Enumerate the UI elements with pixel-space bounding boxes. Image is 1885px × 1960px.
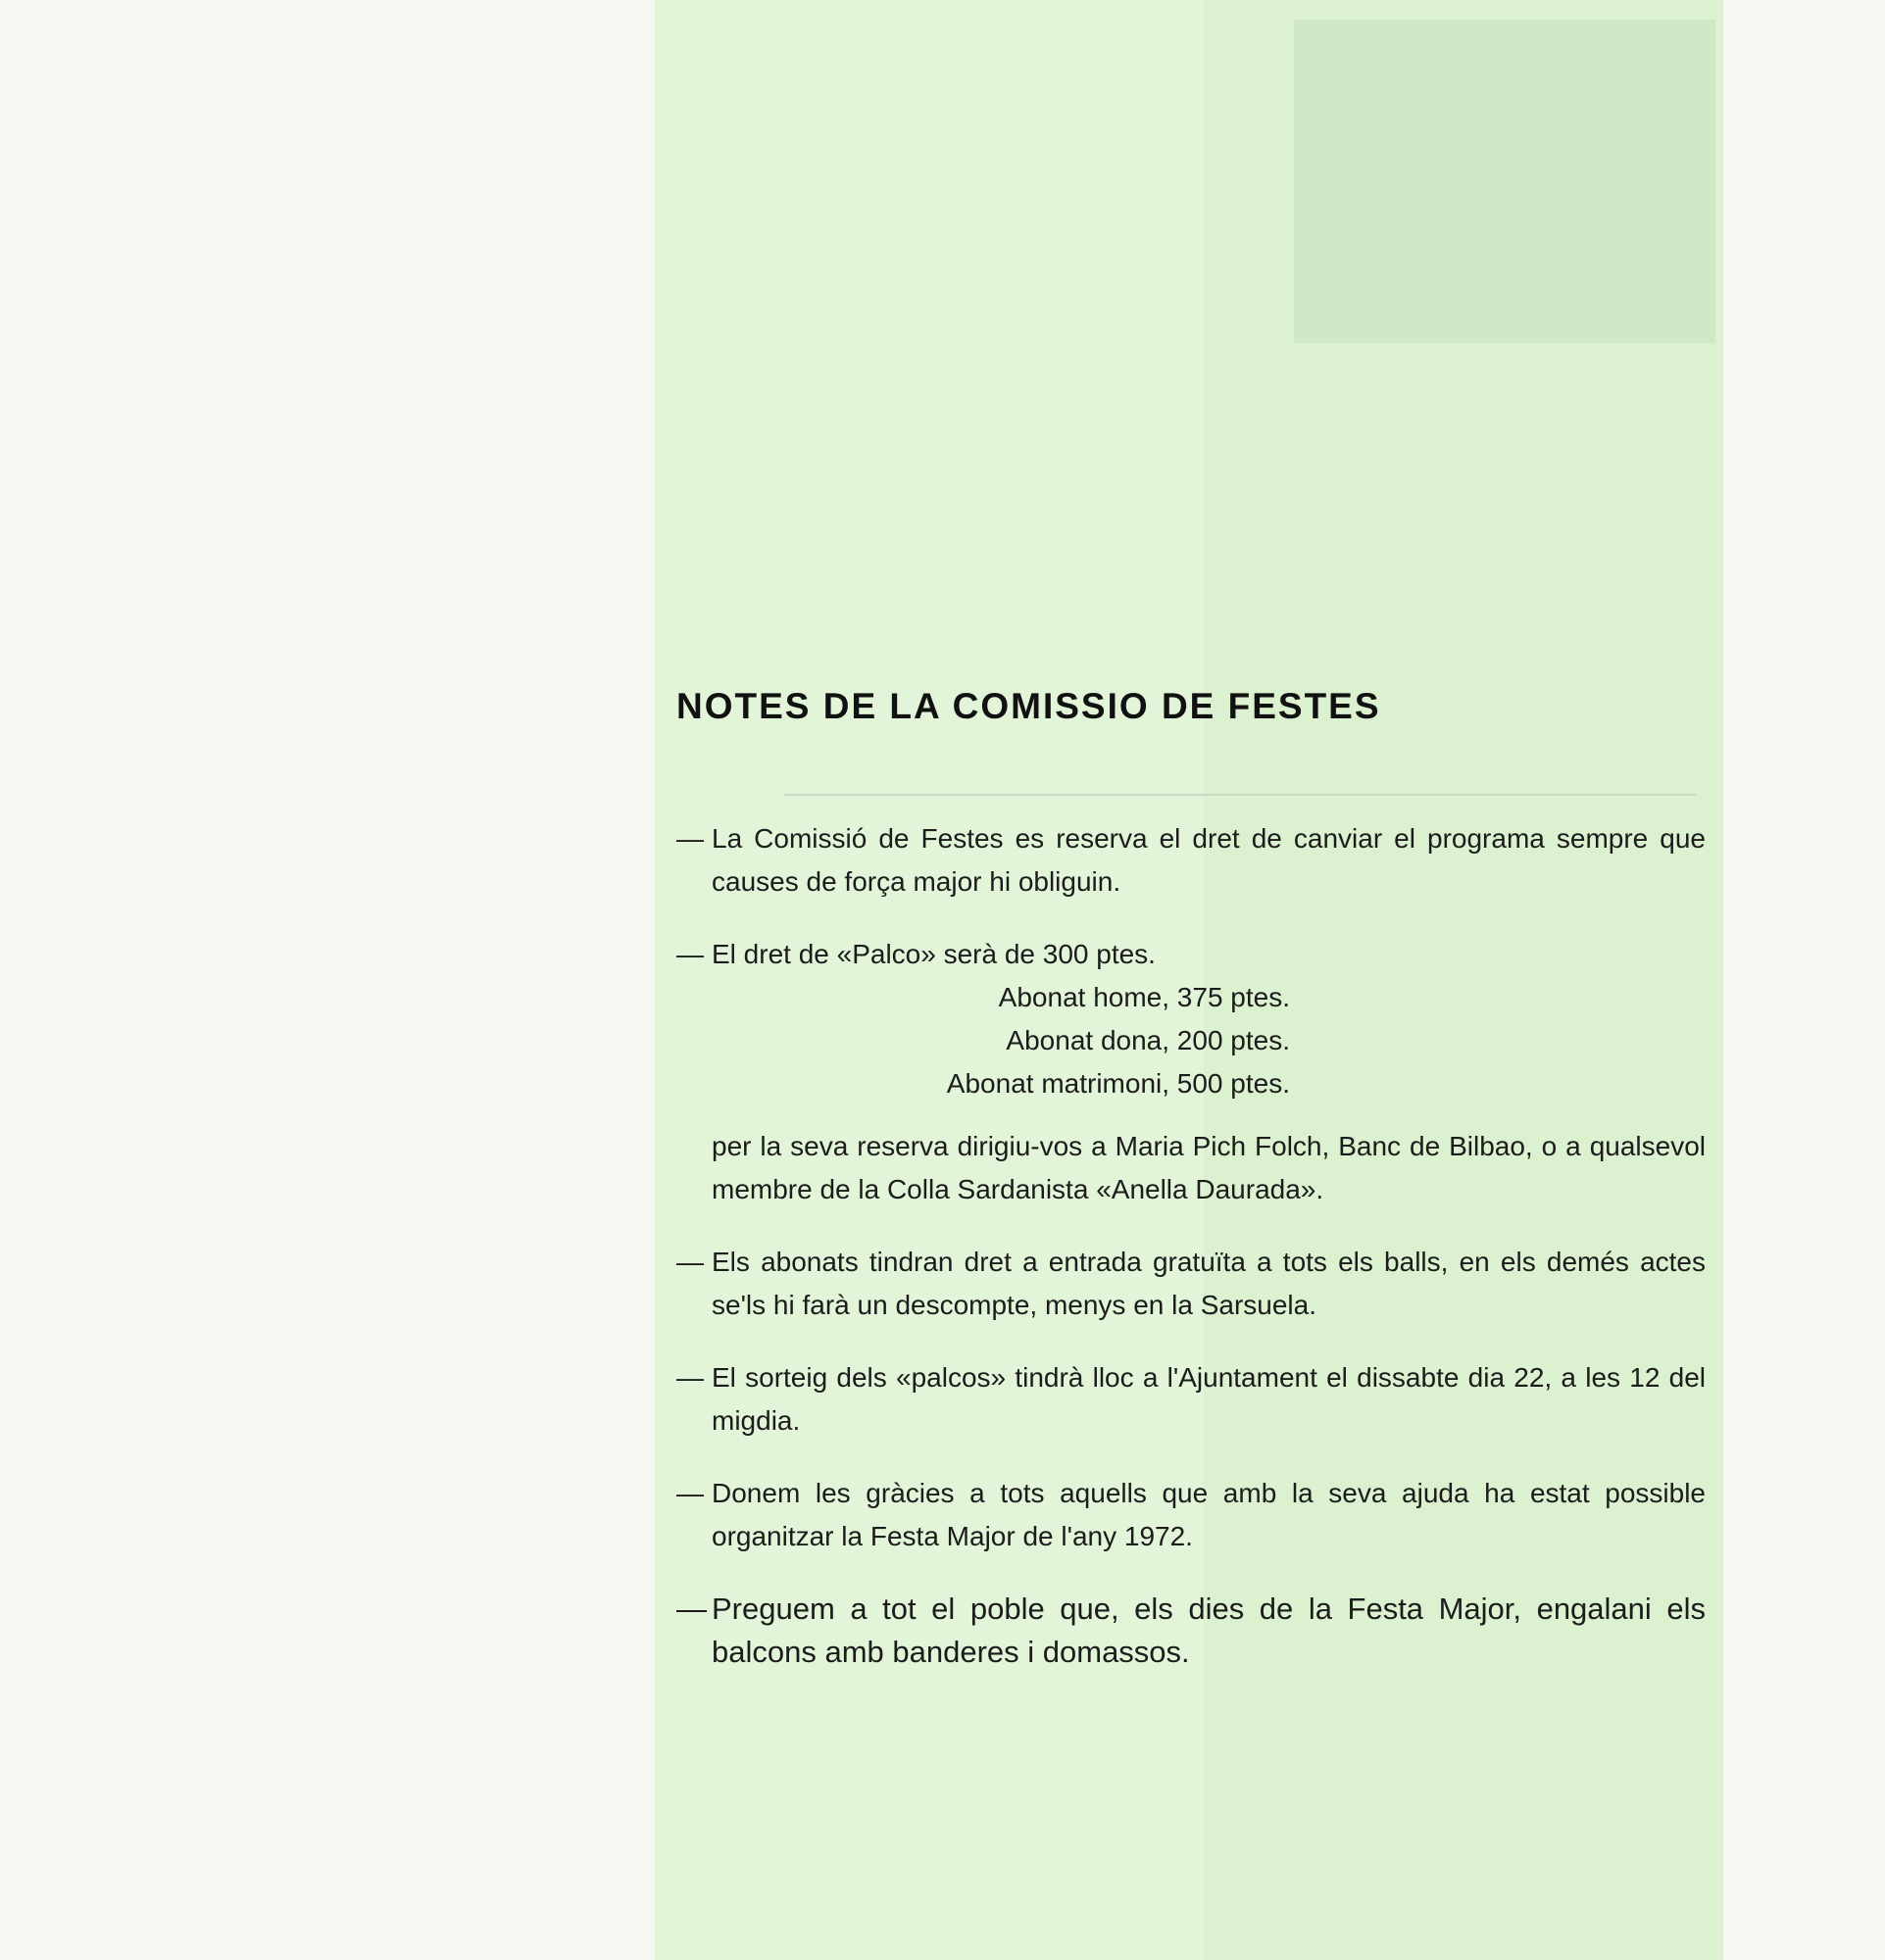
note-text: Preguem a tot el poble que, els dies de la Festa Major, engalani els balcons amb banderes i domassos. — [712, 1592, 1706, 1669]
note-dash: — — [676, 1592, 707, 1626]
price-home: Abonat home, 375 ptes. — [998, 982, 1290, 1012]
note-text: La Comissió de Festes es reserva el dret de canviar el programa sempre que causes de força major hi obliguin. — [712, 823, 1706, 897]
note-item — [676, 1472, 1706, 1558]
notes-list — [676, 817, 1706, 1674]
price-matrimoni: Abonat matrimoni, 500 ptes. — [946, 1068, 1290, 1099]
note-text: Els abonats tindran dret a entrada gratuïta a tots els balls, en els demés actes se'ls hi farà un descompte, menys en la Sarsuela. — [712, 1247, 1706, 1320]
price-list — [712, 976, 1706, 1105]
note-dash: — — [676, 1247, 704, 1277]
note-text: El dret de «Palco» serà de 300 ptes. — [712, 939, 1156, 969]
note-text: Donem les gràcies a tots aquells que amb la seva ajuda ha estat possible organitzar la Festa Major de l'any 1972. — [712, 1478, 1706, 1551]
note-item — [676, 817, 1706, 904]
reserve-text: per la seva reserva dirigiu-vos a Maria Pich Folch, Banc de Bilbao, o a qualsevol membre de la Colla Sardanista «Anella Daurada». — [712, 1131, 1706, 1204]
note-dash: — — [676, 1362, 704, 1393]
note-dash: — — [676, 823, 704, 854]
note-item — [676, 1588, 1706, 1674]
left-blank-panel — [0, 0, 655, 1960]
page-title: NOTES DE LA COMISSIO DE FESTES — [676, 686, 1381, 726]
note-item-palco — [676, 933, 1706, 1211]
right-blank-panel — [1723, 0, 1885, 1960]
note-dash: — — [676, 939, 704, 969]
note-item — [676, 1241, 1706, 1327]
note-dash: — — [676, 1478, 704, 1508]
price-dona: Abonat dona, 200 ptes. — [1006, 1025, 1290, 1055]
note-item — [676, 1356, 1706, 1443]
note-text: El sorteig dels «palcos» tindrà lloc a l'Ajuntament el dissabte dia 22, a les 12 del migdia. — [712, 1362, 1706, 1436]
notes-section — [676, 686, 1706, 1703]
show-through-block — [1294, 20, 1715, 343]
